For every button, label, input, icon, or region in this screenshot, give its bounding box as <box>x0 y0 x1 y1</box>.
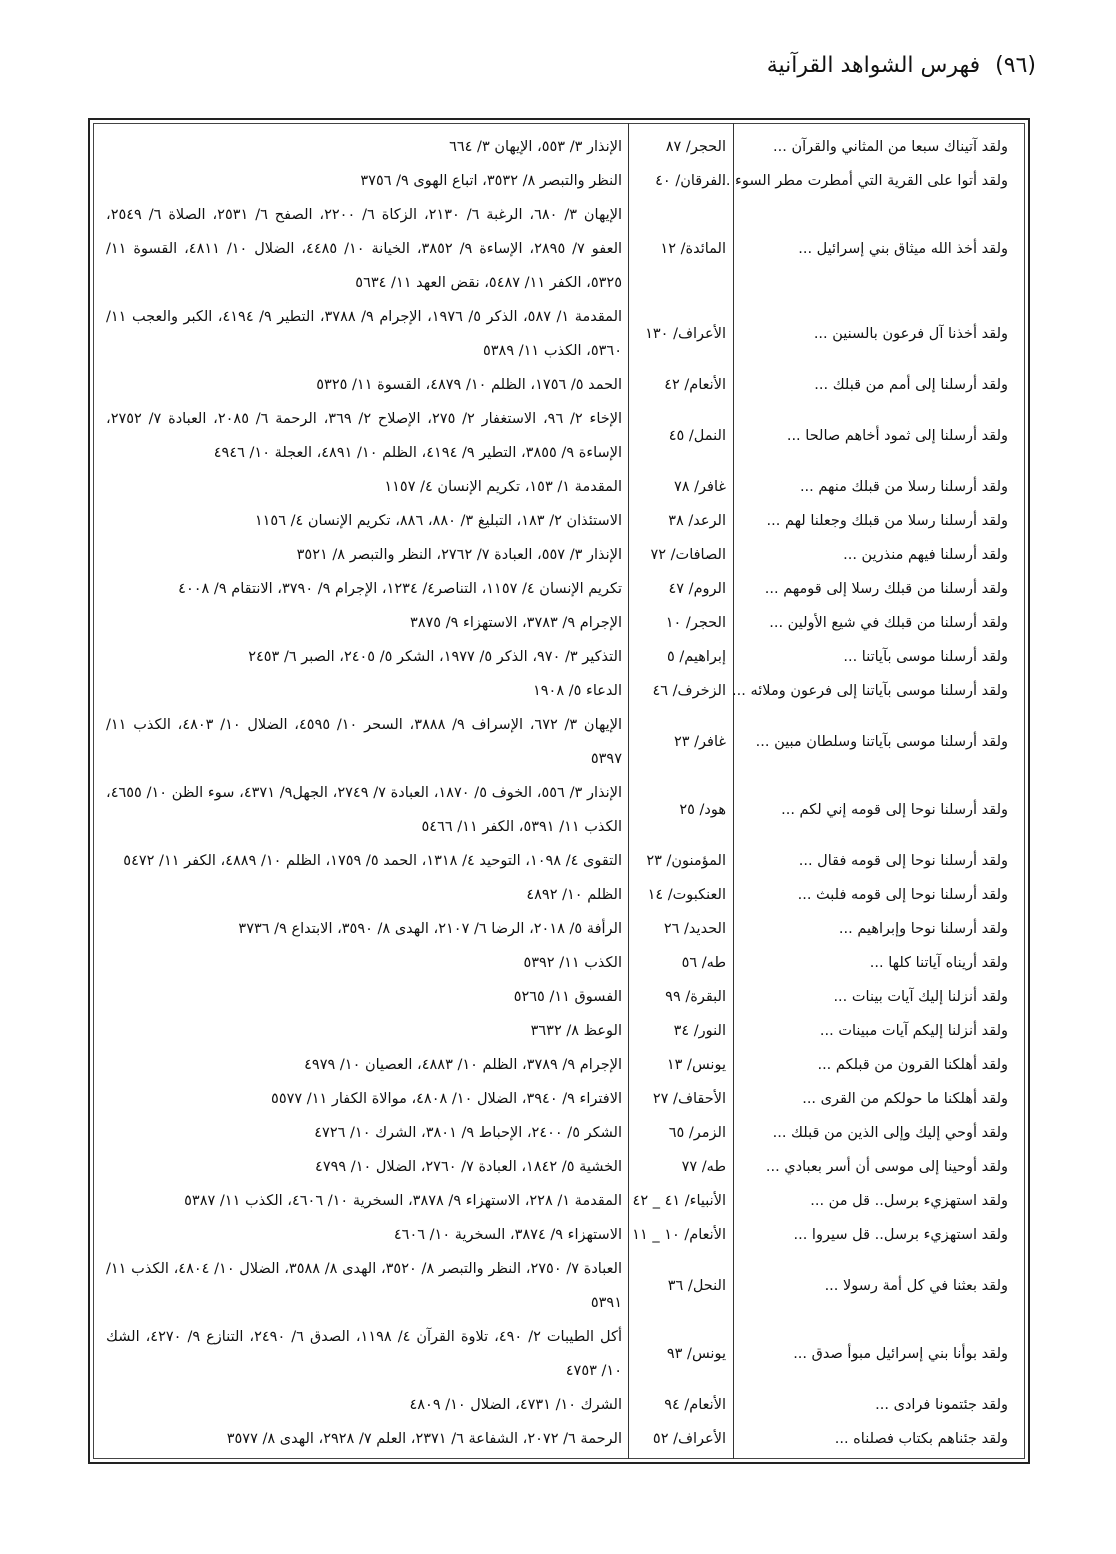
table-row <box>100 1184 1020 1218</box>
surah-cell: يونس/ ١٣ <box>666 1057 726 1073</box>
surah-cell: العنكبوت/ ١٤ <box>647 887 726 903</box>
surah-cell: الحجر/ ٨٧ <box>665 139 726 155</box>
topics-cell: الإجرام ٩/ ٣٧٨٩، الظلم ١٠/ ٤٨٨٣، العصيان ١٠/ ٤٩٧٩ <box>304 1057 622 1073</box>
page-header <box>76 44 1036 88</box>
table-row <box>100 878 1020 912</box>
topics-cell: تكريم الإنسان ٤/ ١١٥٧، التناصر٤/ ١٢٣٤، الإجرام ٩/ ٣٧٩٠، الانتقام ٩/ ٤٠٠٨ <box>178 581 622 597</box>
surah-cell: النحل/ ٣٦ <box>667 1278 726 1294</box>
surah-cell: الرعد/ ٣٨ <box>668 513 726 529</box>
table-row <box>100 1320 1020 1388</box>
surah-cell: طه/ ٧٧ <box>681 1159 726 1175</box>
surah-cell: غافر/ ٢٣ <box>673 734 726 750</box>
verse-cell: ولقد بعثنا في كل أمة رسولا ... <box>824 1278 1008 1294</box>
surah-cell: البقرة/ ٩٩ <box>665 989 726 1005</box>
table-row <box>100 844 1020 878</box>
topics-cell: المقدمة ١/ ٥٨٧، الذكر ٥/ ١٩٧٦، الإجرام ٩/ ٣٧٨٨، التطير ٩/ ٤١٩٤، الكبر والعجب ١١/ ٥٣٦٠، الكذب ١١/ ٥٣٨٩ <box>106 309 623 359</box>
verse-cell: ولقد أريناه آياتنا كلها ... <box>869 955 1008 971</box>
surah-cell: الأنعام/ ١٠ _ ١١ <box>632 1227 726 1243</box>
topics-cell: التذكير ٣/ ٩٧٠، الذكر ٥/ ١٩٧٧، الشكر ٥/ ٢٤٠٥، الصبر ٦/ ٢٤٥٣ <box>248 649 622 665</box>
table-row <box>100 640 1020 674</box>
surah-cell: الصافات/ ٧٢ <box>650 547 726 563</box>
topics-cell: أكل الطيبات ٢/ ٤٩٠، تلاوة القرآن ٤/ ١١٩٨، الصدق ٦/ ٢٤٩٠، التنازع ٩/ ٤٢٧٠، الشك ١٠/ ٤٧٥٣ <box>106 1329 622 1379</box>
page-number: (٩٦) <box>995 53 1036 78</box>
table-row <box>100 1082 1020 1116</box>
verse-cell: ولقد أرسلنا موسى بآياتنا ... <box>843 649 1008 665</box>
verse-cell: ولقد أتوا على القرية التي أمطرت مطر السوء ... <box>716 173 1008 189</box>
topics-cell: العبادة ٧/ ٢٧٥٠، النظر والتبصر ٨/ ٣٥٢٠، الهدى ٨/ ٣٥٨٨، الضلال ١٠/ ٤٨٠٤، الكذب ١١/ ٥٣٩١ <box>106 1261 623 1311</box>
surah-cell: الأعراف/ ٥٢ <box>652 1431 726 1447</box>
verse-cell: ولقد استهزيء برسل.. قل من ... <box>810 1193 1008 1209</box>
verse-cell: ولقد جئتمونا فرادى ... <box>875 1397 1008 1413</box>
page-title: فهرس الشواهد القرآنية <box>766 53 981 78</box>
surah-cell: يونس/ ٩٣ <box>666 1346 726 1362</box>
surah-cell: الأنعام/ ٩٤ <box>664 1397 726 1413</box>
surah-cell: غافر/ ٧٨ <box>673 479 726 495</box>
topics-cell: الشرك ١٠/ ٤٧٣١، الضلال ١٠/ ٤٨٠٩ <box>409 1397 622 1413</box>
topics-cell: المقدمة ١/ ٢٢٨، الاستهزاء ٩/ ٣٨٧٨، السخرية ١٠/ ٤٦٠٦، الكذب ١١/ ٥٣٨٧ <box>184 1193 622 1209</box>
surah-cell: إبراهيم/ ٥ <box>666 649 726 665</box>
verse-cell: ولقد أرسلنا نوحا وإبراهيم ... <box>838 921 1008 937</box>
verse-cell: ولقد أخذنا آل فرعون بالسنين ... <box>813 326 1008 342</box>
surah-cell: الروم/ ٤٧ <box>668 581 726 597</box>
verse-cell: ولقد أرسلنا موسى بآياتنا إلى فرعون وملائه ... <box>732 683 1008 699</box>
topics-cell: النظر والتبصر ٨/ ٣٥٣٢، اتباع الهوى ٩/ ٣٧٥٦ <box>360 173 622 189</box>
verse-cell: ولقد أرسلنا فيهم منذرين ... <box>843 547 1008 563</box>
surah-cell: النور/ ٣٤ <box>673 1023 726 1039</box>
verse-cell: ولقد أرسلنا رسلا من قبلك وجعلنا لهم ... <box>766 513 1008 529</box>
topics-cell: الشكر ٥/ ٢٤٠٠، الإحباط ٩/ ٣٨٠١، الشرك ١٠/ ٤٧٢٦ <box>314 1125 622 1141</box>
surah-cell: الفرقان/ ٤٠ <box>655 173 726 189</box>
verse-cell: ولقد أنزلنا إليك آيات بينات ... <box>833 989 1008 1005</box>
table-row <box>100 198 1020 300</box>
table-row <box>100 164 1020 198</box>
topics-cell: الإنذار ٣/ ٥٥٦، الخوف ٥/ ١٨٧٠، العبادة ٧/ ٢٧٤٩، الجهل٩/ ٤٣٧١، سوء الظن ١٠/ ٤٦٥٥، الكذب ١١/ ٥٣٩١، الكفر ١١/ ٥٤٦٦ <box>106 785 623 835</box>
verse-cell: ولقد أرسلنا من قبلك في شيع الأولين ... <box>769 615 1008 631</box>
table-row <box>100 708 1020 776</box>
surah-cell: الأنبياء/ ٤١ _ ٤٢ <box>632 1193 726 1209</box>
table-row <box>100 1218 1020 1252</box>
verse-cell: ولقد أهلكنا القرون من قبلكم ... <box>817 1057 1008 1073</box>
topics-cell: التقوى ٤/ ١٠٩٨، التوحيد ٤/ ١٣١٨، الحمد ٥/ ١٧٥٩، الظلم ١٠/ ٤٨٨٩، الكفر ١١/ ٥٤٧٢ <box>123 853 622 869</box>
surah-cell: الأحقاف/ ٢٧ <box>652 1091 726 1107</box>
topics-cell: الفسوق ١١/ ٥٢٦٥ <box>513 989 622 1005</box>
verse-cell: ولقد أوحينا إلى موسى أن أسر بعبادي ... <box>765 1159 1008 1175</box>
table-row <box>100 1252 1020 1320</box>
surah-cell: المائدة/ ١٢ <box>660 241 726 257</box>
verse-cell: ولقد أرسلنا نوحا إلى قومه إني لكم ... <box>781 802 1008 818</box>
surah-cell: هود/ ٢٥ <box>679 802 726 818</box>
surah-cell: الزخرف/ ٤٦ <box>652 683 726 699</box>
surah-cell: الحديد/ ٢٦ <box>663 921 726 937</box>
table-row <box>100 538 1020 572</box>
table-row <box>100 504 1020 538</box>
topics-cell: الإخاء ٢/ ٩٦، الاستغفار ٢/ ٢٧٥، الإصلاح ٢/ ٣٦٩، الرحمة ٦/ ٢٠٨٥، العبادة ٧/ ٢٧٥٢، الإساءة ٩/ ٣٨٥٥، التطير ٩/ ٤١٩٤، الظلم ١٠/ ٤٨٩١، العجلة ١٠/ ٤٩٤٦ <box>106 411 622 461</box>
table-row <box>100 470 1020 504</box>
surah-cell: الأنعام/ ٤٢ <box>664 377 726 393</box>
table-row <box>100 1116 1020 1150</box>
topics-cell: الوعظ ٨/ ٣٦٣٢ <box>530 1023 622 1039</box>
verse-cell: ولقد بوأنا بني إسرائيل مبوأ صدق ... <box>793 1346 1008 1362</box>
table-row <box>100 980 1020 1014</box>
verse-cell: ولقد أرسلنا إلى أمم من قبلك ... <box>814 377 1008 393</box>
verse-cell: ولقد جئناهم بكتاب فصلناه ... <box>834 1431 1008 1447</box>
table-row <box>100 776 1020 844</box>
topics-cell: الكذب ١١/ ٥٣٩٢ <box>523 955 622 971</box>
verse-cell: ولقد أرسلنا من قبلك رسلا إلى قومهم ... <box>764 581 1008 597</box>
topics-cell: الإجرام ٩/ ٣٧٨٣، الاستهزاء ٩/ ٣٨٧٥ <box>409 615 622 631</box>
topics-cell: المقدمة ١/ ١٥٣، تكريم الإنسان ٤/ ١١٥٧ <box>384 479 622 495</box>
verse-cell: ولقد أرسلنا إلى ثمود أخاهم صالحا ... <box>786 428 1008 444</box>
topics-cell: الدعاء ٥/ ١٩٠٨ <box>532 683 622 699</box>
index-table-frame <box>88 118 1030 1464</box>
table-row <box>100 1048 1020 1082</box>
verse-cell: ولقد أرسلنا نوحا إلى قومه فلبث ... <box>797 887 1008 903</box>
surah-cell: الأعراف/ ١٣٠ <box>645 326 726 342</box>
verse-cell: ولقد أوحي إليك وإلى الذين من قبلك ... <box>772 1125 1008 1141</box>
table-row <box>100 1014 1020 1048</box>
verse-cell: ولقد أرسلنا نوحا إلى قومه فقال ... <box>798 853 1008 869</box>
verse-cell: ولقد أهلكنا ما حولكم من القرى ... <box>802 1091 1008 1107</box>
table-row <box>100 1388 1020 1422</box>
table-row <box>100 368 1020 402</box>
topics-cell: الافتراء ٩/ ٣٩٤٠، الضلال ١٠/ ٤٨٠٨، موالاة الكفار ١١/ ٥٥٧٧ <box>271 1091 622 1107</box>
topics-cell: الإيهان ٣/ ٦٧٢، الإسراف ٩/ ٣٨٨٨، السحر ١٠/ ٤٥٩٥، الضلال ١٠/ ٤٨٠٣، الكذب ١١/ ٥٣٩٧ <box>106 717 623 767</box>
table-row <box>100 300 1020 368</box>
topics-cell: الإيهان ٣/ ٦٨٠، الرغبة ٦/ ٢١٣٠، الزكاة ٦/ ٢٢٠٠، الصفح ٦/ ٢٥٣١، الصلاة ٦/ ٢٥٤٩، العفو ٧/ ٢٨٩٥، الإساءة ٩/ ٣٨٥٢، الخيانة ١٠/ ٤٤٨٥، الضلال ١٠/ ٤٨١١، القسوة ١١/ ٥٣٢٥، الكفر ١١/ ٥٤٨٧، نقض العهد ١١/ ٥٦٣٤ <box>106 207 623 291</box>
topics-cell: الإنذار ٣/ ٥٥٣، الإيهان ٣/ ٦٦٤ <box>449 139 622 155</box>
table-row <box>100 946 1020 980</box>
topics-cell: الرأفة ٥/ ٢٠١٨، الرضا ٦/ ٢١٠٧، الهدى ٨/ ٣٥٩٠، الابتداع ٩/ ٣٧٣٦ <box>238 921 622 937</box>
topics-cell: الرحمة ٦/ ٢٠٧٢، الشفاعة ٦/ ٢٣٧١، العلم ٧/ ٢٩٢٨، الهدى ٨/ ٣٥٧٧ <box>226 1431 622 1447</box>
table-row <box>100 606 1020 640</box>
verse-cell: ولقد أرسلنا رسلا من قبلك منهم ... <box>799 479 1008 495</box>
surah-cell: طه/ ٥٦ <box>681 955 726 971</box>
verse-cell: ولقد أنزلنا إليكم آيات مبينات ... <box>819 1023 1008 1039</box>
verse-cell: ولقد استهزيء برسل.. قل سيروا ... <box>793 1227 1008 1243</box>
verse-cell: ولقد آتيناك سبعا من المثاني والقرآن ... <box>773 139 1008 155</box>
topics-cell: الإنذار ٣/ ٥٥٧، العبادة ٧/ ٢٧٦٢، النظر والتبصر ٨/ ٣٥٢١ <box>296 547 622 563</box>
verse-cell: ولقد أرسلنا موسى بآياتنا وسلطان مبين ... <box>755 734 1008 750</box>
topics-cell: الخشية ٥/ ١٨٤٢، العبادة ٧/ ٢٧٦٠، الضلال ١٠/ ٤٧٩٩ <box>315 1159 622 1175</box>
surah-cell: المؤمنون/ ٢٣ <box>646 853 726 869</box>
topics-cell: الحمد ٥/ ١٧٥٦، الظلم ١٠/ ٤٨٧٩، القسوة ١١/ ٥٣٢٥ <box>316 377 622 393</box>
index-rows <box>100 130 1020 1456</box>
table-row <box>100 130 1020 164</box>
table-row <box>100 912 1020 946</box>
table-row <box>100 674 1020 708</box>
topics-cell: الاستهزاء ٩/ ٣٨٧٤، السخرية ١٠/ ٤٦٠٦ <box>393 1227 622 1243</box>
table-row <box>100 1150 1020 1184</box>
verse-cell: ولقد أخذ الله ميثاق بني إسرائيل ... <box>798 241 1008 257</box>
topics-cell: الاستئذان ٢/ ١٨٣، التبليغ ٣/ ٨٨٠، ٨٨٦، تكريم الإنسان ٤/ ١١٥٦ <box>254 513 622 529</box>
table-row <box>100 402 1020 470</box>
topics-cell: الظلم ١٠/ ٤٨٩٢ <box>526 887 622 903</box>
table-row <box>100 1422 1020 1456</box>
surah-cell: النمل/ ٤٥ <box>668 428 726 444</box>
surah-cell: الحجر/ ١٠ <box>665 615 726 631</box>
surah-cell: الزمر/ ٦٥ <box>668 1125 726 1141</box>
table-row <box>100 572 1020 606</box>
